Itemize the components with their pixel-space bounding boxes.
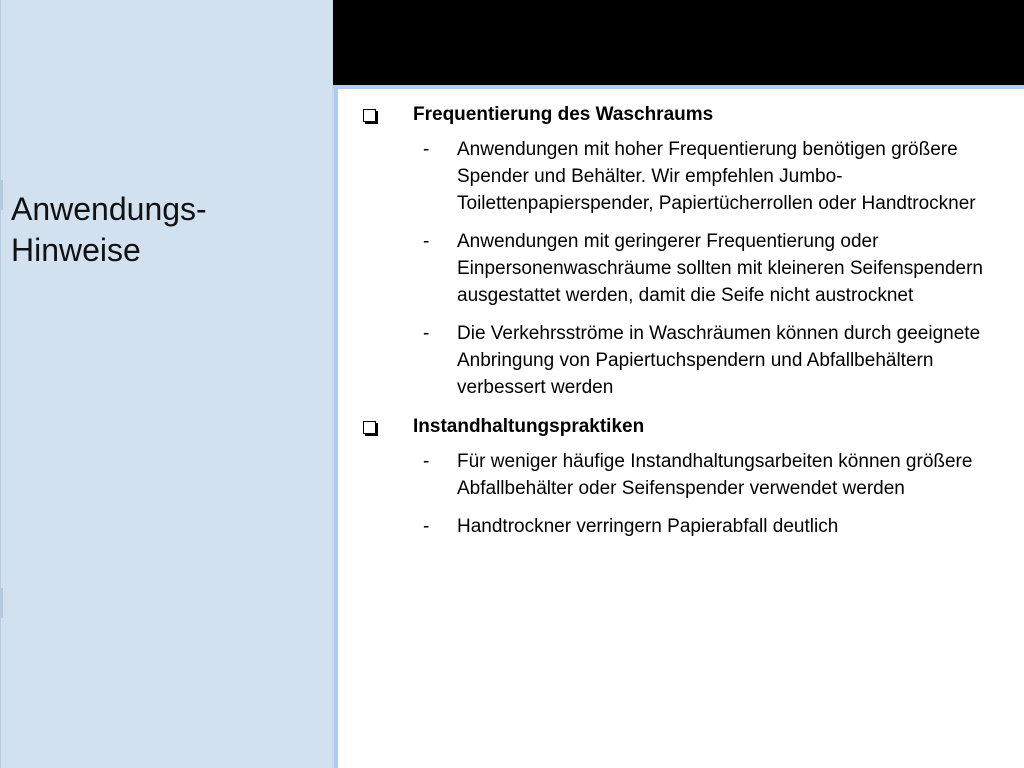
- dash-marker: -: [423, 451, 430, 472]
- sidebar-panel: [0, 0, 332, 768]
- content-body: [360, 100, 1010, 551]
- divider-strip-highlight: [332, 0, 334, 768]
- sidebar-edge-mark: [1, 588, 3, 618]
- list-item: [360, 448, 1010, 502]
- dash-marker: -: [423, 139, 430, 160]
- list-item-text: Anwendungen mit geringerer Frequentierung oder Einpersonenwaschräume sollten mit kleineren Seifenspendern ausgestattet werden, damit die Seife nicht austrocknet: [457, 231, 983, 306]
- checkbox-icon: [363, 421, 376, 434]
- list-item-text: Für weniger häufige Instandhaltungsarbeiten können größere Abfallbehälter oder Seifenspender verwendet werden: [457, 451, 973, 499]
- sidebar-edge-mark: [1, 180, 3, 210]
- list-item: [360, 228, 1010, 309]
- dash-marker: -: [423, 516, 430, 537]
- dash-marker: -: [423, 323, 430, 344]
- list-item: [360, 513, 1010, 540]
- checkbox-icon: [363, 109, 376, 122]
- list-item-text: Handtrockner verringern Papierabfall deutlich: [457, 516, 839, 537]
- dash-marker: -: [423, 231, 430, 252]
- topic-title: Frequentierung des Waschraums: [413, 104, 714, 125]
- list-item: [360, 136, 1010, 217]
- topic-heading: [360, 100, 1010, 130]
- topic: [360, 100, 1010, 401]
- list-item-text: Anwendungen mit hoher Frequentierung benötigen größere Spender und Behälter. Wir empfehlen Jumbo-Toilettenpapierspender, Papiertücherrollen oder Handtrockner: [457, 139, 976, 214]
- header-bar: [333, 0, 1024, 85]
- topic-heading: [360, 412, 1010, 442]
- topic-title: Instandhaltungspraktiken: [413, 416, 645, 437]
- list-item-text: Die Verkehrsströme in Waschräumen können durch geeignete Anbringung von Papiertuchspendern und Abfallbehältern verbessert werden: [457, 323, 981, 398]
- list-item: [360, 320, 1010, 401]
- header-underline: [333, 85, 1024, 89]
- section-title: Anwendungs-Hinweise: [11, 191, 207, 268]
- topic: [360, 412, 1010, 540]
